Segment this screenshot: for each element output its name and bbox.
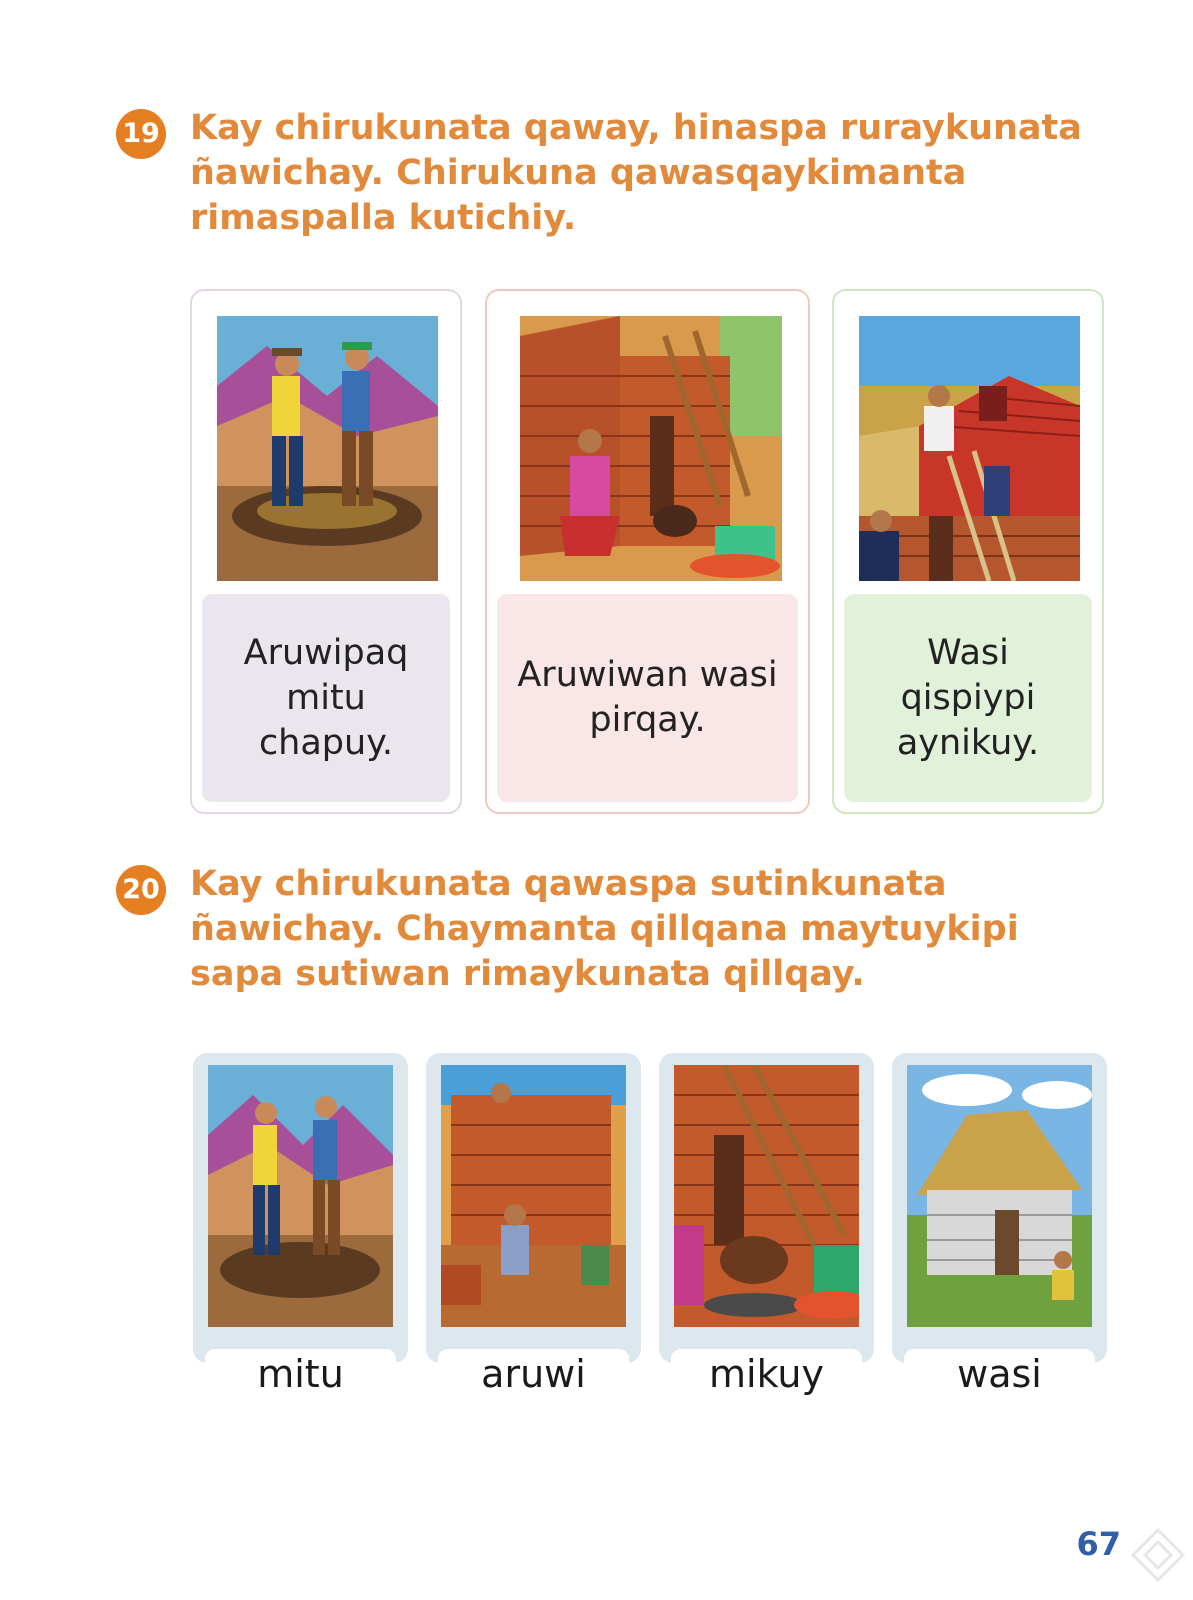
caption-line: pirqay. (589, 700, 706, 740)
instruction-line: Kay chirukunata qawaspa sutinkunata (190, 864, 947, 904)
word-tile-mitu (193, 1053, 408, 1363)
caption-line: mitu (286, 677, 366, 718)
instruction-line: sapa sutiwan rimaykunata qillqay. (190, 954, 865, 994)
corner-decoration (1103, 1510, 1193, 1600)
caption-line: qispiypi (900, 677, 1036, 718)
caption-line: Aruwipaq (243, 632, 409, 673)
activity-instruction (190, 106, 1090, 241)
card-caption (844, 594, 1092, 802)
activity-instruction (190, 862, 1090, 997)
word-label: mikuy (709, 1352, 824, 1396)
instruction-line: Kay chirukunata qaway, hinaspa ruraykunata (190, 108, 1082, 148)
illustration-men-roofing-house (859, 316, 1080, 581)
caption-line: chapuy. (258, 722, 394, 763)
card-caption (497, 594, 798, 802)
illustration-mud-mixing (208, 1065, 393, 1327)
word-label: mitu (257, 1352, 344, 1396)
picture-card-roofing (832, 289, 1104, 814)
word-tile-mikuy (659, 1053, 874, 1363)
card-caption (202, 594, 450, 802)
page-number: 67 (1076, 1525, 1121, 1563)
illustration-cooking-pot (674, 1065, 859, 1327)
illustration-women-building-wall (520, 316, 782, 581)
caption-line: Aruwiwan wasi (517, 655, 778, 695)
instruction-line: rimaspalla kutichiy. (190, 198, 577, 238)
caption-line: aynikuy. (896, 722, 1040, 763)
word-tile-wasi (892, 1053, 1107, 1363)
word-label: wasi (957, 1352, 1042, 1396)
picture-card-mud-mixing (190, 289, 462, 814)
caption-line: Wasi (927, 632, 1009, 673)
illustration-men-mixing-mud (217, 316, 438, 581)
word-label: aruwi (481, 1352, 586, 1396)
activity-number-badge: 20 (116, 865, 166, 915)
activity-number-badge: 19 (116, 109, 166, 159)
illustration-adobe-bricks (441, 1065, 626, 1327)
picture-card-wall-building (485, 289, 810, 814)
instruction-line: ñawichay. Chirukuna qawasqaykimanta (190, 153, 967, 193)
instruction-line: ñawichay. Chaymanta qillqana maytuykipi (190, 909, 1019, 949)
word-tile-aruwi (426, 1053, 641, 1363)
illustration-thatched-house (907, 1065, 1092, 1327)
